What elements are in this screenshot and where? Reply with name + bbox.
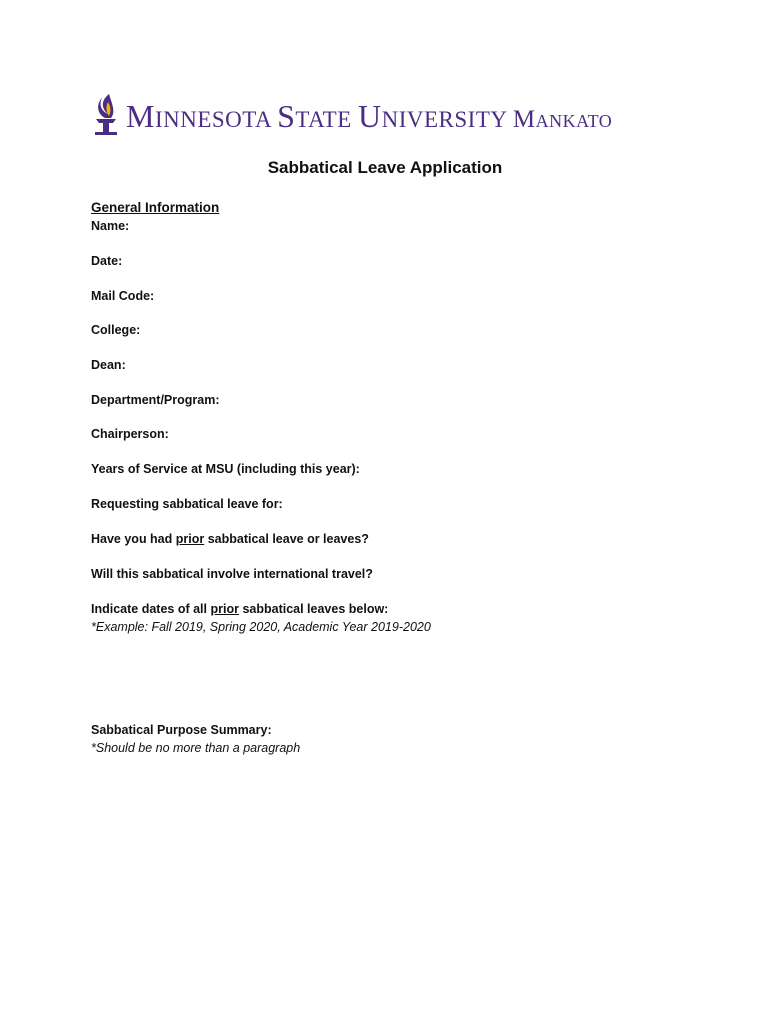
general-info-heading: General Information <box>91 200 220 215</box>
prior-emphasis: prior <box>175 532 205 546</box>
logo-wordmark <box>126 98 612 135</box>
prior-dates-example: *Example: Fall 2019, Spring 2020, Academic Year 2019-2020 <box>91 620 431 634</box>
logo-letters: ANKATO <box>535 111 613 131</box>
torch-icon <box>90 92 124 138</box>
logo-letters: INNESOTA <box>154 107 278 132</box>
prior-emphasis: prior <box>210 602 239 616</box>
requesting-leave-label: Requesting sabbatical leave for: <box>91 497 283 511</box>
logo-letter: U <box>358 98 382 134</box>
logo-letters: TATE <box>295 107 359 132</box>
logo-letter: M <box>126 98 155 134</box>
page-title: Sabbatical Leave Application <box>267 158 503 177</box>
logo-letters: NIVERSITY <box>381 107 513 132</box>
dean-label: Dean: <box>91 358 126 372</box>
prior-leave-question-end: sabbatical leave or leaves? <box>204 532 369 546</box>
logo-letter: M <box>512 106 536 133</box>
international-travel-question: Will this sabbatical involve international travel? <box>91 567 373 581</box>
university-logo <box>90 92 690 138</box>
mail-code-label: Mail Code: <box>91 289 155 303</box>
date-label: Date: <box>91 254 123 268</box>
name-label: Name: <box>91 219 130 233</box>
department-label: Department/Program: <box>91 393 220 407</box>
prior-leave-question <box>91 532 369 546</box>
college-label: College: <box>91 323 141 337</box>
purpose-summary-label: Sabbatical Purpose Summary: <box>91 723 272 737</box>
prior-dates-start: Indicate dates of all <box>91 602 211 616</box>
prior-dates-instruction <box>91 602 388 616</box>
years-of-service-label: Years of Service at MSU (including this year): <box>91 462 360 476</box>
prior-dates-end: sabbatical leaves below: <box>238 602 389 616</box>
logo-letter: S <box>277 98 296 134</box>
chairperson-label: Chairperson: <box>91 427 169 441</box>
prior-leave-question-start: Have you had <box>91 532 176 546</box>
purpose-summary-note: *Should be no more than a paragraph <box>91 741 301 755</box>
